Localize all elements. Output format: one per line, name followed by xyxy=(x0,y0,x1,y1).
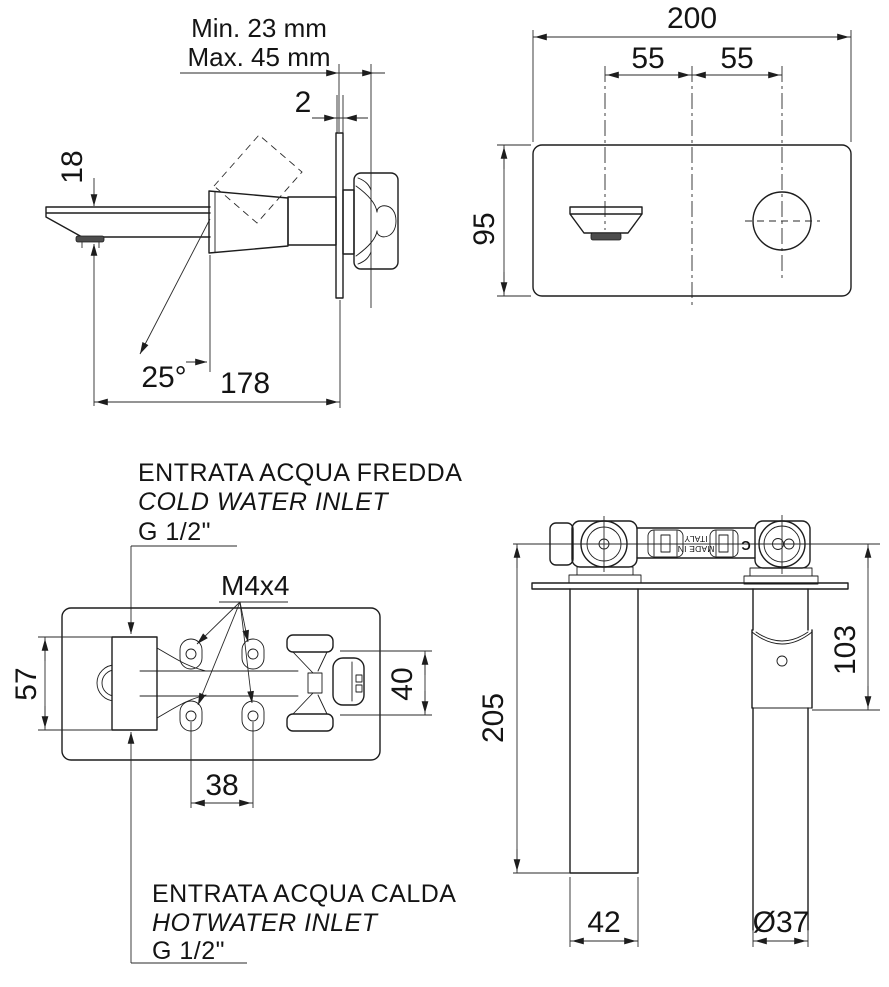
front-view xyxy=(468,2,851,305)
handle-hub xyxy=(308,673,322,693)
coupling-nut xyxy=(661,535,670,552)
dim-max-depth: Max. 45 mm xyxy=(187,42,331,72)
cartridge-hole xyxy=(777,656,787,666)
spout-profile xyxy=(46,207,210,237)
dim-plate-height: 95 xyxy=(468,212,501,246)
dim-spout-body-width: 42 xyxy=(587,906,621,939)
screw xyxy=(186,711,196,721)
coupling-nut xyxy=(719,535,728,552)
dim-screw-spacing: 38 xyxy=(205,769,239,802)
label-grub-screw: M4x4 xyxy=(221,570,290,601)
screw xyxy=(248,711,258,721)
handle-cartridge xyxy=(752,630,812,708)
label-cold-inlet-it: ENTRATA ACQUA FREDDA xyxy=(138,459,463,487)
dim-min-depth: Min. 23 mm xyxy=(191,13,327,43)
mount-flange xyxy=(577,567,633,575)
screw xyxy=(186,649,196,659)
mount-flange xyxy=(750,568,812,576)
made-in-line2: ITALY xyxy=(684,534,708,544)
handle-stem-cap xyxy=(333,658,364,705)
label-cold-thread: G 1/2" xyxy=(138,518,212,546)
dim-spout-tip-height: 18 xyxy=(56,150,89,184)
spout-tube xyxy=(570,589,638,873)
spout-cone-tilted xyxy=(214,135,302,223)
label-hot-inlet-it: ENTRATA ACQUA CALDA xyxy=(152,880,457,908)
spout-cone xyxy=(209,191,288,253)
stem-detail xyxy=(356,675,362,682)
handle-tube-lower xyxy=(753,708,808,930)
made-in-line1: MADE IN xyxy=(677,544,715,554)
wall-plate-side xyxy=(336,133,343,298)
dim-spout-offset: 55 xyxy=(631,42,665,75)
aerator xyxy=(76,236,104,242)
dim-handle-length: 103 xyxy=(829,624,862,676)
handle-tube-upper xyxy=(753,589,808,630)
back-view xyxy=(10,459,462,965)
c-mark: C xyxy=(741,538,751,553)
handle-knob xyxy=(354,173,398,269)
handle-shoulder xyxy=(358,178,371,264)
handle-lobe-bottom xyxy=(287,714,333,731)
label-hot-inlet-en: HOTWATER INLET xyxy=(152,909,378,937)
mount-base xyxy=(569,575,641,583)
label-cold-inlet-en: COLD WATER INLET xyxy=(138,488,389,516)
dim-spout-projection: 178 xyxy=(219,367,271,400)
dim-handle-boss-height: 40 xyxy=(386,667,419,701)
cartridge-arc xyxy=(752,632,812,644)
dim-plate-gap: 2 xyxy=(294,86,312,119)
top-view xyxy=(477,515,880,947)
handle-lobe-top xyxy=(287,635,333,652)
body-contour xyxy=(157,648,206,718)
angle-leg xyxy=(140,219,210,354)
dim-handle-diameter: Ø37 xyxy=(752,906,810,939)
screw-lug xyxy=(180,639,202,669)
leader-m4 xyxy=(198,602,240,705)
screw xyxy=(248,649,258,659)
dim-plate-width: 200 xyxy=(666,2,718,35)
dim-handle-offset: 55 xyxy=(720,42,754,75)
handle-back xyxy=(287,635,364,731)
dim-left-boss-height: 57 xyxy=(10,667,43,701)
screw-lugs xyxy=(180,639,264,731)
inlet-boss xyxy=(112,637,157,730)
dim-overall-length: 205 xyxy=(477,692,510,744)
dim-swivel-angle: 25° xyxy=(141,361,187,394)
handle-flange xyxy=(343,190,354,254)
right-valve-housing xyxy=(755,521,810,568)
aerator-front xyxy=(591,233,621,240)
body-shaft xyxy=(140,671,298,696)
handle-grip-tip xyxy=(377,206,396,237)
wall-connector xyxy=(288,197,336,245)
stem-detail xyxy=(356,685,362,692)
spout-front xyxy=(570,207,642,233)
label-hot-thread: G 1/2" xyxy=(152,937,226,965)
handle-grip-curve xyxy=(356,186,377,256)
side-view xyxy=(46,13,398,408)
